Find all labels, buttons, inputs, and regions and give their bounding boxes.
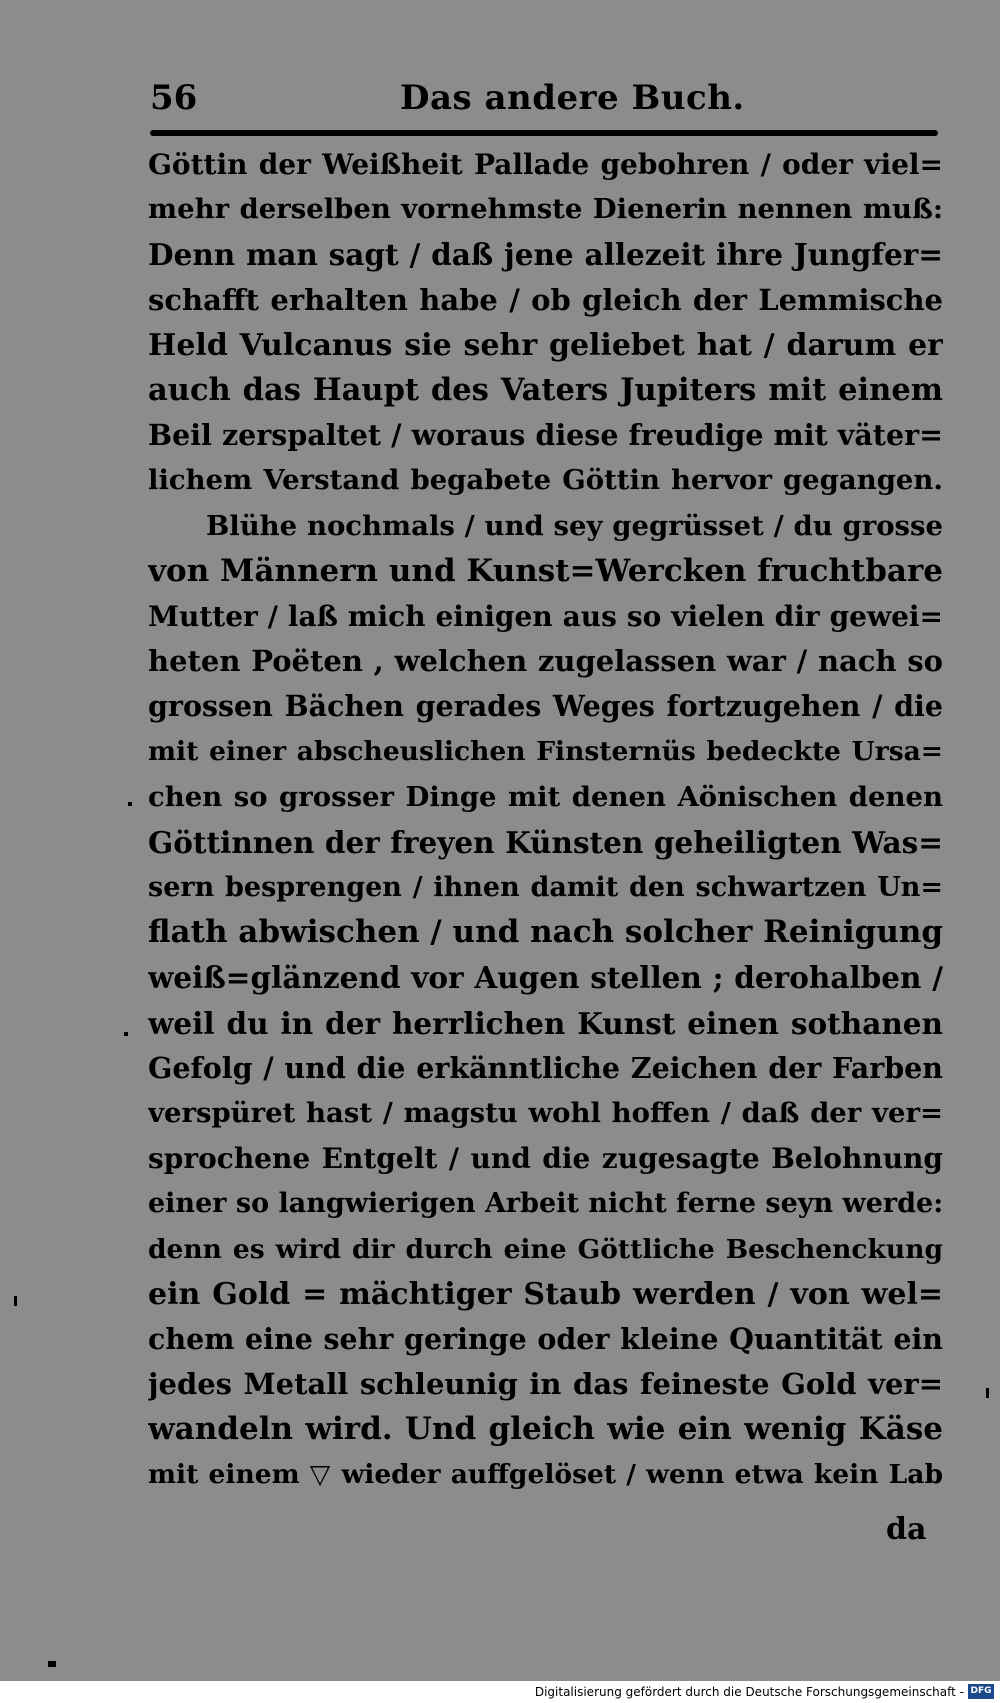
body-text <box>148 142 943 1498</box>
text-line: Held Vulcanus sie sehr geliebet hat / darum er <box>148 327 943 363</box>
text-line: von Männern und Kunst=Wercken fruchtbare <box>148 552 943 589</box>
text-line: sern besprengen / ihnen damit den schwartzen Un= <box>148 872 943 903</box>
text-line: mehr derselben vornehmste Dienerin nennen muß: <box>148 193 943 226</box>
text-line: flath abwischen / und nach solcher Reinigung <box>148 914 943 951</box>
text-line: lichem Verstand begabete Göttin hervor gegangen. <box>148 464 943 497</box>
catchword: da <box>886 1512 927 1547</box>
dfg-logo-icon: DFG <box>968 1684 994 1699</box>
scan-speck <box>48 1661 56 1667</box>
text-line: ein Gold = mächtiger Staub werden / von wel= <box>148 1276 943 1312</box>
text-line: Mutter / laß mich einigen aus so vielen dir gewei= <box>148 599 943 633</box>
text-line: Beil zerspaltet / woraus diese freudige mit väter= <box>148 418 943 453</box>
text-line: sprochene Entgelt / und die zugesagte Belohnung <box>148 1142 943 1176</box>
text-line: denn es wird dir durch eine Göttliche Beschenckung <box>148 1233 943 1265</box>
text-line: Gefolg / und die erkänntliche Zeichen der Farben <box>148 1050 943 1085</box>
page-header <box>150 78 940 118</box>
text-line: jedes Metall schleunig in das feineste Gold ver= <box>148 1367 943 1402</box>
text-line: Denn man sagt / daß jene allezeit ihre Jungfer= <box>148 237 943 273</box>
digitization-credit: Digitalisierung gefördert durch die Deutsche Forschungsgemeinschaft - <box>534 1685 964 1699</box>
text-line: grossen Bächen gerades Weges fortzugehen / die <box>148 689 943 724</box>
text-line: auch das Haupt des Vaters Jupiters mit einem <box>148 371 943 408</box>
text-line: schafft erhalten habe / ob gleich der Lemmische <box>148 282 943 317</box>
header-rule <box>150 130 938 136</box>
text-line: weil du in der herrlichen Kunst einen sothanen <box>148 1005 943 1041</box>
text-line: chen so grosser Dinge mit denen Aönischen denen <box>148 780 943 813</box>
text-line: weiß=glänzend vor Augen stellen ; derohalben / <box>148 960 943 996</box>
text-line: mit einer abscheuslichen Finsternüs bedeckte Ursa= <box>148 736 943 768</box>
text-line: mit einem ▽ wieder auffgelöset / wenn etwa kein Lab <box>148 1459 943 1491</box>
text-line: einer so langwierigen Arbeit nicht ferne seyn werde: <box>148 1188 943 1220</box>
scan-speck <box>14 1296 17 1306</box>
scan-speck <box>124 1032 128 1036</box>
text-line: Blühe nochmals / und sey gegrüsset / du grosse <box>206 509 943 542</box>
text-line: Göttinnen der freyen Künsten geheiligten Was= <box>148 824 943 860</box>
scan-speck <box>986 1388 989 1398</box>
text-line: wandeln wird. Und gleich wie ein wenig Käse <box>148 1411 943 1448</box>
text-line: heten Poëten , welchen zugelassen war / nach so <box>148 644 943 679</box>
text-line: verspüret hast / magstu wohl hoffen / daß der ver= <box>148 1096 943 1129</box>
text-line: Göttin der Weißheit Pallade gebohren / oder viel= <box>148 148 943 181</box>
scan-speck <box>128 802 132 806</box>
page-number: 56 <box>150 78 198 118</box>
running-title: Das andere Buch. <box>400 78 745 118</box>
text-line: chem eine sehr geringe oder kleine Quantität ein <box>148 1321 943 1356</box>
